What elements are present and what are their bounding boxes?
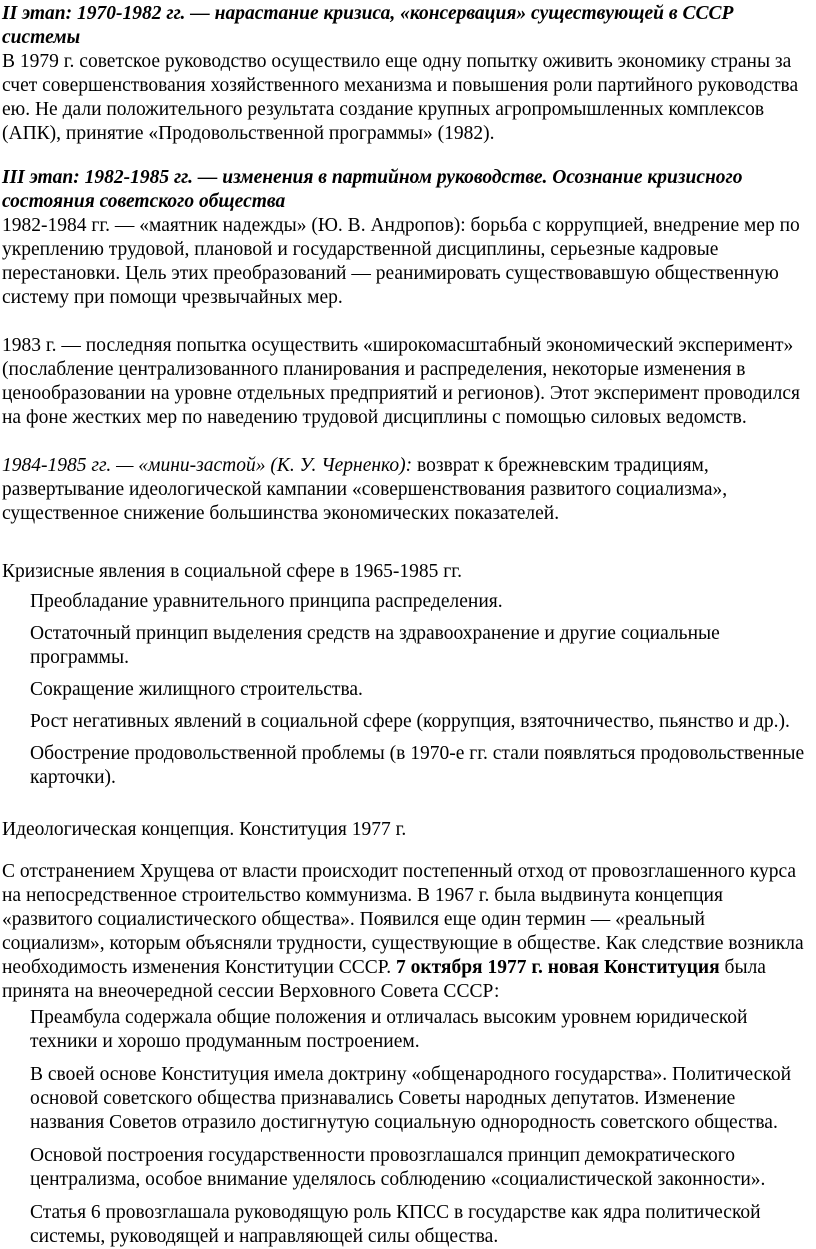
stage3-para-3-italic: 1984-1985 гг. — «мини-застой» (К. У. Черненко): bbox=[2, 455, 413, 476]
ideology-title: Идеологическая концепция. Конституция 1977 г. bbox=[2, 819, 407, 840]
ideology-para-bold: 7 октября 1977 г. новая Конституция bbox=[395, 957, 720, 978]
stage3-para-3 bbox=[2, 454, 808, 526]
list-item: Преамбула содержала общие положения и отличалась высоким уровнем юридической техники и хорошо продуманным построением. bbox=[30, 1007, 748, 1052]
list-item: Статья 6 провозглашала руководящую роль КПСС в государстве как ядра политической системы, руководящей и направляющей силы общества. bbox=[30, 1202, 761, 1247]
ideology-para-start: С отстранением Хрущева от власти происходит постепенный отход от провозглашенного курса на непосредственное строительство коммунизма. В 1967 г. была выдвинута концепция «развитого социалистического общества». Появился еще один термин — «реальный социализм», которым объясняли трудности, существующие в обществе. Как следствие возникла необходимость изменения Конституции СССР. bbox=[2, 861, 804, 978]
stage3-para-3-rest: возврат к брежневским традициям, развертывание идеологической кампании «совершенствования развитого социализма», существенное снижение большинства экономических показателей. bbox=[2, 455, 728, 524]
ideology-para bbox=[2, 860, 808, 1004]
stage3-para-2: 1983 г. — последняя попытка осуществить «широкомасштабный экономический эксперимент» (послабление централизованного планирования и распределения, некоторые изменения в ценообразовании на уровне отдельных предприятий и регионов). Этот эксперимент проводился на фоне жестких мер по наведению трудовой дисциплины с помощью силовых ведомств. bbox=[2, 335, 800, 428]
stage3-heading: III этап: 1982-1985 гг. — изменения в партийном руководстве. Осознание кризисного состояния советского общества bbox=[2, 167, 743, 212]
list-item: В своей основе Конституция имела доктрину «общенародного государства». Политической основой советского общества признавались Советы народных депутатов. Изменение названия Советов отразило достигнутую социальную однородность советского общества. bbox=[30, 1064, 792, 1133]
social-list bbox=[2, 590, 808, 790]
constitution-list bbox=[2, 1006, 808, 1249]
list-item: Преобладание уравнительного принципа распределения. bbox=[30, 591, 503, 612]
list-item: Остаточный принцип выделения средств на здравоохранение и другие социальные программы. bbox=[30, 623, 720, 668]
list-item: Рост негативных явлений в социальной сфере (коррупция, взяточничество, пьянство и др.). bbox=[30, 711, 790, 732]
list-item: Сокращение жилищного строительства. bbox=[30, 679, 363, 700]
stage2-heading: II этап: 1970-1982 гг. — нарастание кризиса, «консервация» существующей в СССР системы bbox=[2, 3, 734, 48]
list-item: Основой построения государственности провозглашался принцип демократического централизма, особое внимание уделялось соблюдению «социалистической законности». bbox=[30, 1145, 766, 1190]
stage2-text: В 1979 г. советское руководство осуществило еще одну попытку оживить экономику страны за счет совершенствования хозяйственного механизма и повышения роли партийного руководства ею. Не дали положительного результата создание крупных агропромышленных комплексов (АПК), принятие «Продовольственной программы» (1982). bbox=[2, 51, 799, 144]
ideology-para-end: была принята на внеочередной сессии Верховного Совета СССР: bbox=[2, 957, 766, 1002]
social-title: Кризисные явления в социальной сфере в 1965-1985 гг. bbox=[2, 561, 462, 582]
list-item: Обострение продовольственной проблемы (в 1970-е гг. стали появляться продовольственные карточки). bbox=[30, 743, 805, 788]
stage3-para-1: 1982-1984 гг. — «маятник надежды» (Ю. В. Андропов): борьба с коррупцией, внедрение мер по укреплению трудовой, плановой и государственной дисциплины, серьезные кадровые перестановки. Цель этих преобразований — реанимировать существовавшую общественную систему при помощи чрезвычайных мер. bbox=[2, 215, 800, 308]
